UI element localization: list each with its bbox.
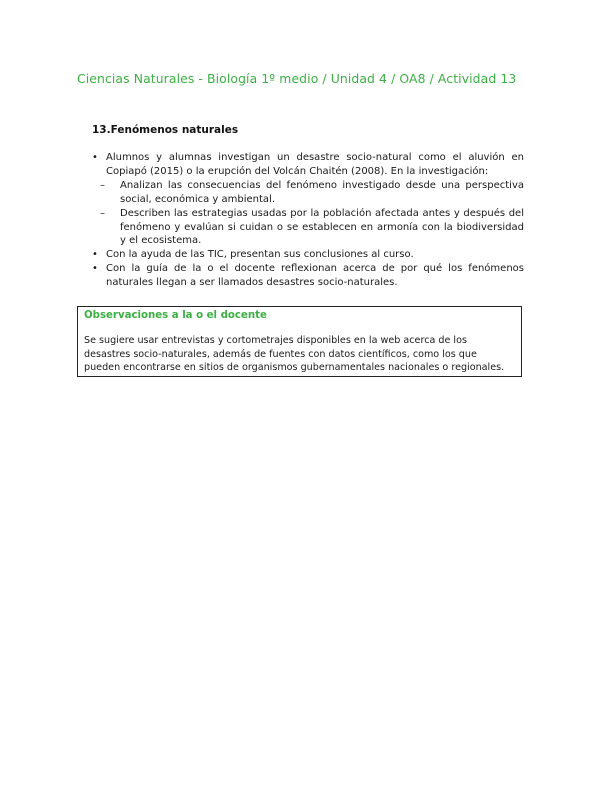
sub-list-item <box>92 207 524 249</box>
bullet-icon: • <box>92 263 98 275</box>
activity-content <box>92 151 524 290</box>
observations-text: Se sugiere usar entrevistas y cortometrajes disponibles en la web acerca de los desastres socio-naturales, además de fuentes con datos científicos, como los que pueden encontrarse en sitios de organismos gubernamentales nacionales o regionales. <box>84 335 505 374</box>
sub-list-item-text: Analizan las consecuencias del fenómeno investigado desde una perspectiva social, económica y ambiental. <box>120 179 524 205</box>
sub-list <box>92 179 524 249</box>
list-item-text: Con la guía de la o el docente reflexionan acerca de por qué los fenómenos naturales llegan a ser llamados desastres socio-naturales. <box>106 263 524 289</box>
bullet-list <box>92 151 524 290</box>
list-item <box>92 262 524 290</box>
dash-icon: – <box>100 207 105 219</box>
page-header-title: Ciencias Naturales - Biología 1º medio / Unidad 4 / OA8 / Actividad 13 <box>77 71 517 86</box>
observations-box <box>77 306 522 377</box>
list-item <box>92 151 524 248</box>
sub-list-item <box>92 179 524 207</box>
section-title: 13.Fenómenos naturales <box>92 124 239 136</box>
list-item-text: Alumnos y alumnas investigan un desastre socio-natural como el aluvión en Copiapó (2015) o la erupción del Volcán Chaitén (2008). En la investigación: <box>106 152 524 177</box>
observations-title: Observaciones a la o el docente <box>84 310 267 321</box>
sub-list-item-text: Describen las estrategias usadas por la población afectada antes y después del fenómeno y evalúan si cuidan o se establecen en armonía con la biodiversidad y el ecosistema. <box>120 207 524 247</box>
bullet-icon: • <box>92 152 98 163</box>
list-item-text: Con la ayuda de las TIC, presentan sus conclusiones al curso. <box>106 249 414 261</box>
list-item <box>92 248 524 262</box>
bullet-icon: • <box>92 249 98 261</box>
dash-icon: – <box>100 179 105 191</box>
